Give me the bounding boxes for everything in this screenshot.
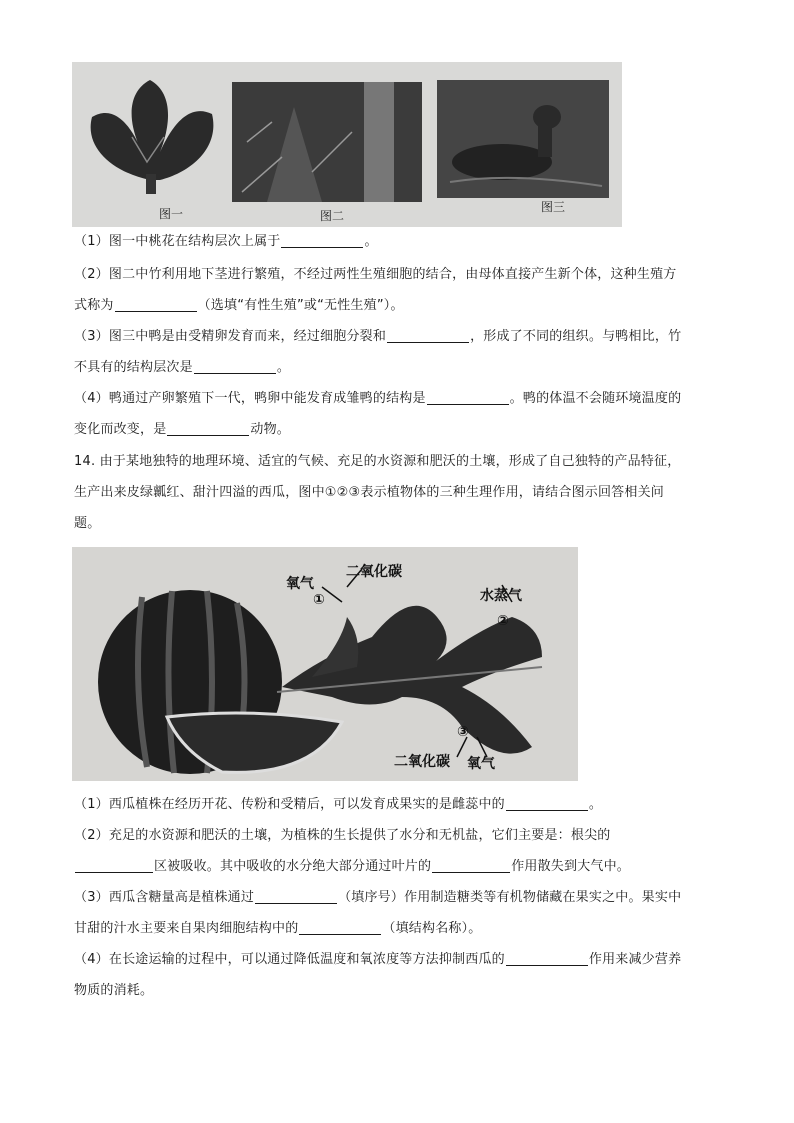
label-circle-2: ②: [497, 613, 509, 629]
q14-line-1: 14. 由于某地独特的地理环境、适宜的气候、充足的水资源和肥沃的土壤，形成了自己独特的产品特征，: [74, 454, 681, 469]
figure-1-caption-3: 图三: [541, 200, 566, 214]
answer-blank[interactable]: [167, 421, 249, 436]
q14-line-2: 生产出来皮绿瓤红、甜汁四溢的西瓜，图中①②③表示植物体的三种生理作用，请结合图示回答相关问: [74, 485, 664, 500]
bamboo-shoot-image: [232, 82, 422, 202]
answer-blank[interactable]: [506, 951, 588, 966]
q13-line-5: 不具有的结构层次是 。: [74, 360, 291, 375]
figure-1-caption-2: 图二: [320, 209, 345, 223]
answer-blank[interactable]: [281, 233, 363, 248]
q14-answer-line-1: （1）西瓜植株在经历开花、传粉和受精后，可以发育成果实的是雌蕊中的 。: [74, 797, 603, 812]
arrow-co2-bottom: [457, 737, 467, 757]
duck-image: [437, 80, 609, 198]
figure-2-photo: [72, 547, 578, 781]
answer-blank[interactable]: [427, 390, 509, 405]
label-oxygen-bottom: 氧气: [467, 756, 495, 772]
arrow-oxygen-top: [322, 587, 342, 602]
q13-line-3: 式称为 （选填“有性生殖”或“无性生殖”）。: [74, 298, 404, 313]
q13-line-2: （2）图二中竹利用地下茎进行繁殖，不经过两性生殖细胞的结合，由母体直接产生新个体，这种生殖方: [74, 267, 677, 282]
label-oxygen-top: 氧气: [286, 576, 314, 592]
q14-answer-line-3: 区被吸收。其中吸收的水分绝大部分通过叶片的 作用散失到大气中。: [74, 857, 630, 877]
q14-answer-line-6: （4）在长途运输的过程中，可以通过降低温度和氧浓度等方法抑制西瓜的 作用来减少营养: [74, 952, 682, 967]
figure-1-caption-1: 图一: [159, 207, 184, 221]
answer-blank[interactable]: [255, 889, 337, 904]
figure-1-drawing: [72, 62, 622, 227]
q14-answer-line-2: （2）充足的水资源和肥沃的土壤，为植株的生长提供了水分和无机盐，它们主要是：根尖的: [74, 828, 611, 843]
answer-blank[interactable]: [387, 328, 469, 343]
q14-answer-line-5: 甘甜的汁水主要来自果肉细胞结构中的 （填结构名称）。: [74, 921, 482, 936]
label-co2-top: 二氧化碳: [346, 564, 402, 580]
figure-2-drawing: [72, 547, 578, 781]
figure-1-photo: [72, 62, 622, 227]
q14-line-3: 题。: [74, 516, 101, 531]
label-circle-3: ③: [457, 724, 469, 740]
answer-blank[interactable]: [75, 858, 153, 873]
q13-line-1: （1）图一中桃花在结构层次上属于 。: [74, 234, 378, 249]
q13-line-7: 变化而改变，是 动物。: [74, 422, 291, 437]
q14-answer-line-4: （3）西瓜含糖量高是植株通过 （填序号）作用制造糖类等有机物储藏在果实之中。果实中: [74, 890, 682, 905]
answer-blank[interactable]: [115, 297, 197, 312]
label-water-vapor: 水蒸气: [480, 588, 522, 604]
label-circle-1: ①: [313, 592, 325, 608]
q14-answer-line-7: 物质的消耗。: [74, 983, 154, 998]
peach-flower-image: [91, 80, 214, 194]
answer-blank[interactable]: [432, 858, 510, 873]
label-co2-bottom: 二氧化碳: [394, 754, 450, 770]
answer-blank[interactable]: [299, 920, 381, 935]
q13-line-6: （4）鸭通过产卵繁殖下一代，鸭卵中能发育成雏鸭的结构是 。鸭的体温不会随环境温度的: [74, 391, 682, 406]
answer-blank[interactable]: [506, 796, 588, 811]
answer-blank[interactable]: [194, 359, 276, 374]
q13-line-4: （3）图三中鸭是由受精卵发育而来，经过细胞分裂和 ，形成了不同的组织。与鸭相比，竹: [74, 329, 682, 344]
